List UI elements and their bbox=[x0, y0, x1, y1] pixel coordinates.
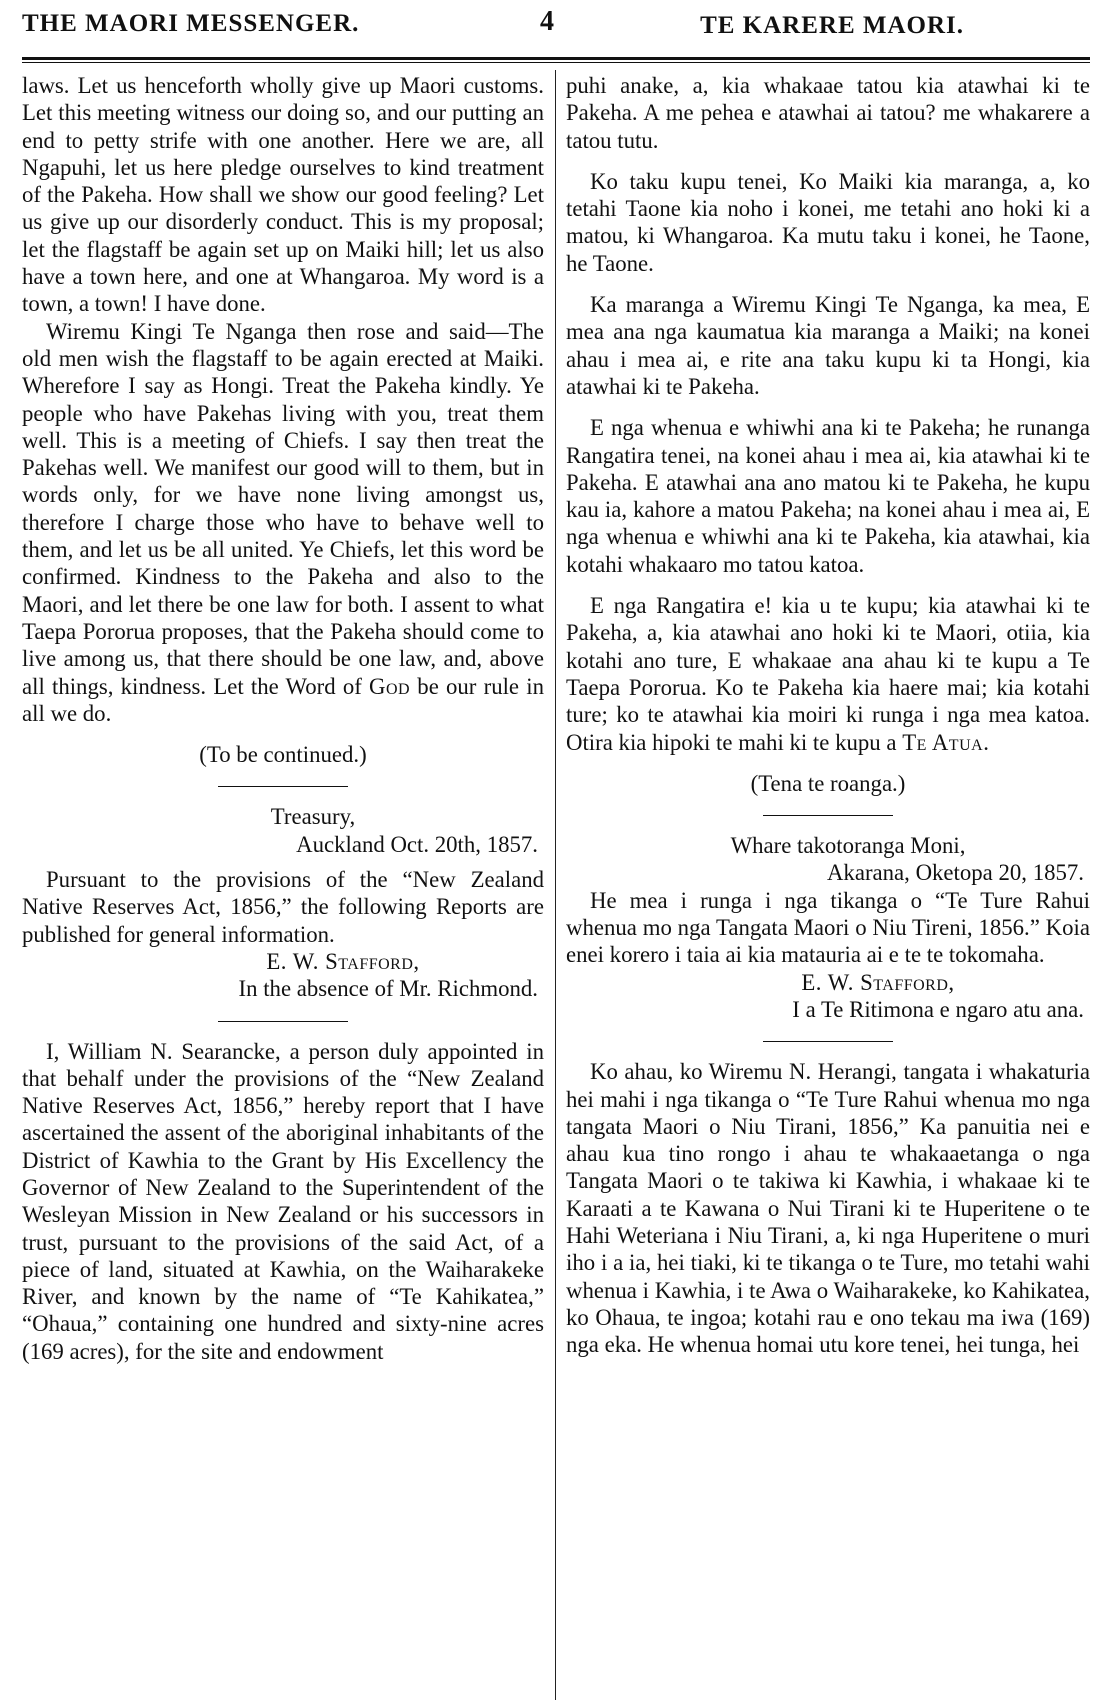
maori-notice-paragraph: He mea i runga i nga tikanga o “Te Ture Rahui whenua mo nga Tangata Maori o Niu Tireni, 1856.” Koia enei korero i taia ai kia matauria ai e te te tokomaha. bbox=[566, 887, 1090, 968]
kingi-speech-end: be our rule in all we do. bbox=[22, 673, 544, 726]
tena-te-roanga: (Tena te roanga.) bbox=[750, 770, 906, 796]
report-paragraph: I, William N. Searancke, a person duly appointed in that behalf under the provisions of the “New Zealand Native Reserves Act, 1856,” hereby report that I have ascertained the assent of the aboriginal inhabitants of the District of Kawhia to the Grant by His Excellency the Governor of New Zealand to the Superintendent of the Wesleyan Mission in New Zealand or his successors in trust, pursuant to the provisions of the said Act, of a piece of land, situated at Kawhia, on the Waiharakeke River, and known by the name of “Te Kahikatea,” “Ohaua,” containing one hundred and sixty-nine acres (169 acres), for the site and endowment bbox=[22, 1038, 544, 1364]
column-divider bbox=[555, 70, 556, 1700]
signature-name: E. W. Stafford, bbox=[266, 948, 420, 974]
header-rule-thin bbox=[22, 62, 1090, 63]
maori-paragraph-text: E nga Rangatira e! kia u te kupu; kia atawhai ki te Pakeha, a, kia atawhai ano hoki ki te Maori, otiia, kia kotahi ano ture, E whakaae ana ahau ki te kupu a Te Taepa Pororua. Ko te Pakeha kia haere mai; kia kotahi ture; ko te atawhai kia moiri ki runga i nga mea katoa. Otira kia hipoki te mahi ki te kupu a bbox=[566, 593, 1090, 755]
header-title-maori: TE KARERE MAORI. bbox=[700, 12, 964, 39]
kingi-speech-text: Wiremu Kingi Te Nganga then rose and said—The old men wish the flagstaff to be again erected at Maiki. Wherefore I say as Hongi. Treat the Pakeha kindly. Ye people who have Pakehas living with you, treat them well. This is a meeting of Chiefs. I say then treat the Pakehas well. We manifest our good will to them, but in words only, for we have none living amongst us, therefore I charge those who have to behave well to them, and let us be all united. Ye Chiefs, let this word be confirmed. Kindness to the Pakeha and also to the Maori, and let there be one law for both. I assent to what Taepa Pororua proposes, that the Pakeha should come to live among us, that there should be one law, and, above all things, kindness. Let the Word of bbox=[22, 318, 544, 699]
maori-report-paragraph: Ko ahau, ko Wiremu N. Herangi, tangata i whakaturia hei mahi i nga tikanga o “Te Ture Rahui whenua mo nga tangata Maori o Niu Tirani, 1856,” Ka panuitia nei e ahau kua tino rongo i ahau te whakaaetanga o nga Tangata Maori o te takiwa ki Kawhia, i whakaae ki te Karaati a te Kawana o Nui Tirani ki te Huperitene o te Hahi Weteriana i Niu Tirani, a, ki nga Huperitene o muri iho i a ia, hei tiaki, ki te tikanga o te Ture, mo tetahi wahi whenua i Kawhia, i te Awa o Waiharakeke, ko Kahikatea, ko Ohaua, te ingoa; kotahi rau e ono tekau ma iwa (169) nga eka. He whenua homai utu kore tenei, hei tunga, hei bbox=[566, 1059, 1090, 1358]
section-rule bbox=[763, 1041, 893, 1042]
maori-paragraph: Ka maranga a Wiremu Kingi Te Nganga, ka mea, E mea ana nga kaumatua kia maranga a Maiki; na konei ahau i mea ai, e rite ana taku kupu ki ta Hongi, kia atawhai ki te Pakeha. bbox=[566, 292, 1090, 399]
section-rule bbox=[763, 815, 893, 816]
maori-signature-name: E. W. Stafford, bbox=[801, 969, 955, 995]
treasury-date: Auckland Oct. 20th, 1857. bbox=[296, 831, 538, 857]
whare-heading: Whare takotoranga Moni, bbox=[730, 833, 966, 859]
header-title-english: THE MAORI MESSENGER. bbox=[22, 10, 360, 37]
page-header bbox=[0, 0, 1114, 58]
section-rule bbox=[218, 786, 348, 787]
maori-paragraph: puhi anake, a, kia whakaae tatou kia atawhai ki te Pakeha. A me pehea e atawhai ai tatou? me whakarere a tatou tutu. bbox=[566, 73, 1090, 153]
notice-paragraph: Pursuant to the provisions of the “New Zealand Native Reserves Act, 1856,” the following Reports are published for general information. bbox=[22, 867, 544, 947]
english-column bbox=[22, 72, 544, 1365]
header-rule-thick bbox=[22, 57, 1090, 60]
maori-paragraph-end: . bbox=[983, 729, 989, 755]
kingi-speech-paragraph bbox=[22, 318, 544, 727]
atua-word: Te Atua bbox=[902, 729, 984, 755]
whare-date: Akarana, Oketopa 20, 1857. bbox=[826, 860, 1084, 886]
to-be-continued: (To be continued.) bbox=[199, 742, 367, 768]
section-rule bbox=[218, 1021, 348, 1022]
page-number: 4 bbox=[540, 6, 555, 37]
speech-paragraph: laws. Let us henceforth wholly give up Maori customs. Let this meeting witness our doing so, and our putting an end to petty strife with one another. Here we are, all Ngapuhi, let us here pledge ourselves to kind treatment of the Pakeha. How shall we show our good feeling? Let us give up our disorderly conduct. This is my proposal; let the flagstaff be again set up on Maiki hill; let us also have a town here, and one at Whangaroa. My word is a town, a town! I have done. bbox=[22, 73, 544, 317]
treasury-heading: Treasury, bbox=[270, 804, 356, 830]
maori-signature-role: I a Te Ritimona e ngaro atu ana. bbox=[792, 996, 1084, 1022]
signature-role: In the absence of Mr. Richmond. bbox=[238, 976, 538, 1002]
maori-column bbox=[566, 72, 1090, 1358]
maori-paragraph-atua bbox=[566, 592, 1090, 756]
god-word: God bbox=[369, 673, 411, 699]
maori-paragraph: Ko taku kupu tenei, Ko Maiki kia maranga, a, ko tetahi Taone kia noho i konei, me tetahi ano hoki ki a matou, ki Whangaroa. Ka mutu taku i konei, he Taone, he Taone. bbox=[566, 168, 1090, 276]
maori-paragraph: E nga whenua e whiwhi ana ki te Pakeha; he runanga Rangatira tenei, na konei ahau i mea ai, kia atawhai ki te Pakeha. E atawhai ana ano matou ki te Pakeha, he kupu kau ia, kahore a matou Pakeha; na konei ahau i mea ai, E nga whenua e whiwhi ana ki te Pakeha, kia atawhai, kia kotahi whakaaro mo tatou katoa. bbox=[566, 415, 1090, 577]
